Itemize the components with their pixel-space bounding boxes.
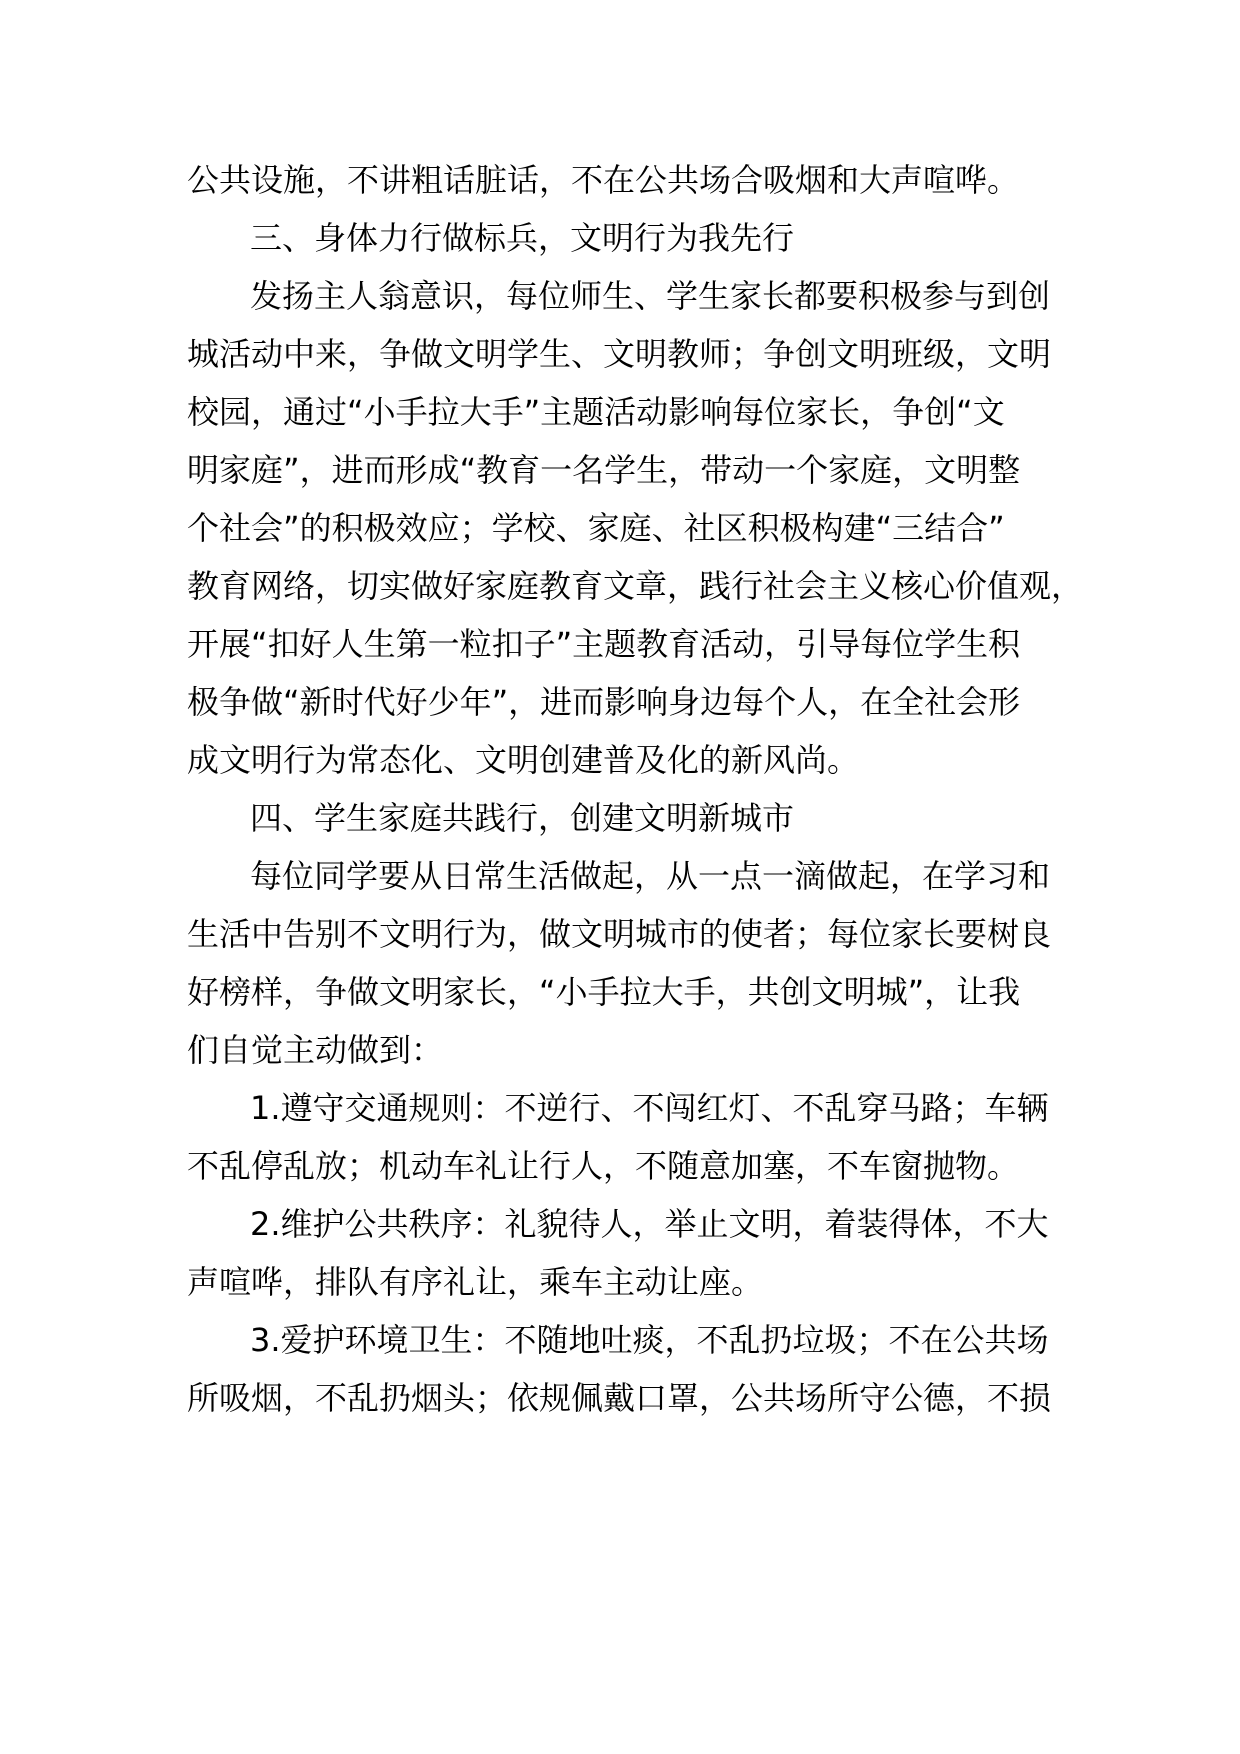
text-line: 声喧哗，排队有序礼让，乘车主动让座。 (187, 1263, 764, 1301)
text-line: 不乱停乱放；机动车礼让行人，不随意加塞，不车窗抛物。 (187, 1147, 1020, 1185)
text-line: 每位同学要从日常生活做起，从一点一滴做起，在学习和 (250, 857, 1051, 895)
text-line: 开展“扣好人生第一粒扣子”主题教育活动，引导每位学生积 (187, 625, 1021, 663)
text-line: 发扬主人翁意识，每位师生、学生家长都要积极参与到创 (250, 277, 1051, 315)
section-heading: 四、学生家庭共践行，创建文明新城市 (250, 799, 795, 837)
text-line: 生活中告别不文明行为，做文明城市的使者；每位家长要树良 (187, 915, 1052, 953)
text-line: 城活动中来，争做文明学生、文明教师；争创文明班级，文明 (187, 335, 1052, 373)
text-line: 好榜样，争做文明家长，“小手拉大手，共创文明城”，让我 (187, 973, 1021, 1011)
list-item: 1.遵守交通规则：不逆行、不闯红灯、不乱穿马路；车辆 (250, 1089, 1049, 1127)
section-heading: 三、身体力行做标兵，文明行为我先行 (250, 219, 795, 257)
text-line: 成文明行为常态化、文明创建普及化的新风尚。 (187, 741, 860, 779)
text-line: 教育网络，切实做好家庭教育文章，践行社会主义核心价值观， (187, 567, 1084, 605)
list-item: 2.维护公共秩序：礼貌待人，举止文明，着装得体，不大 (250, 1205, 1049, 1243)
list-item: 3.爱护环境卫生：不随地吐痰，不乱扔垃圾；不在公共场 (250, 1321, 1049, 1359)
text-line: 校园，通过“小手拉大手”主题活动影响每位家长，争创“文 (187, 393, 1005, 431)
text-line: 们自觉主动做到： (187, 1031, 444, 1069)
text-line: 个社会”的积极效应；学校、家庭、社区积极构建“三结合” (187, 509, 1005, 547)
text-line: 所吸烟，不乱扔烟头；依规佩戴口罩，公共场所守公德，不损 (187, 1379, 1052, 1417)
text-line: 极争做“新时代好少年”，进而影响身边每个人，在全社会形 (187, 683, 1021, 721)
text-line: 公共设施，不讲粗话脏话，不在公共场合吸烟和大声喧哗。 (187, 161, 1020, 199)
text-line: 明家庭”，进而形成“教育一名学生，带动一个家庭，文明整 (187, 451, 1021, 489)
